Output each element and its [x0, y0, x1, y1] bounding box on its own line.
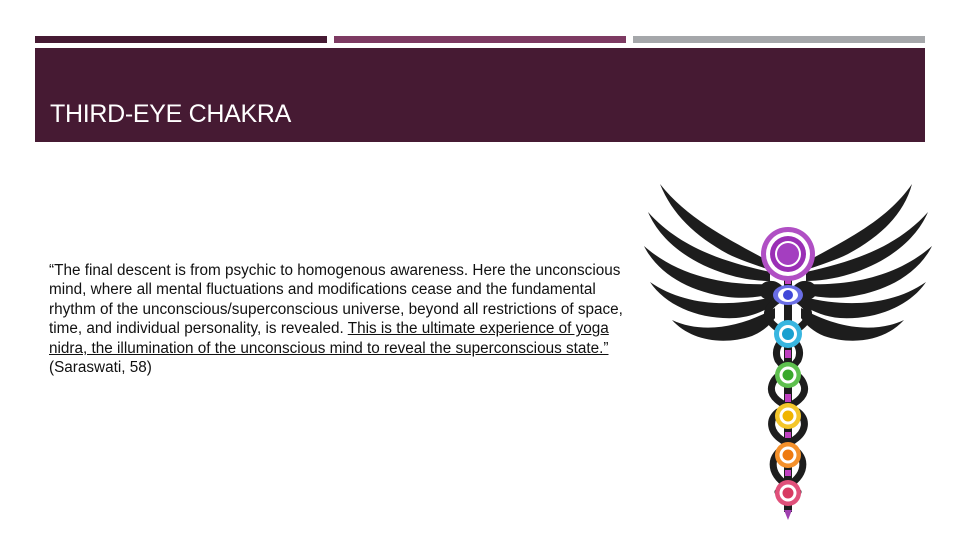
heart-chakra-icon: [775, 362, 801, 388]
accent-bar-dark: [35, 36, 327, 43]
third-eye-chakra-icon: [773, 285, 803, 305]
accent-bar-gray: [633, 36, 925, 43]
slide-title: THIRD-EYE CHAKRA: [50, 100, 292, 128]
chakra-caduceus-icon: [640, 180, 940, 525]
quote-main-text: “The final descent is from psychic to homogenous awareness. Here the unconscious mind, where all mental fluctuations and modifications cease and the fundamental rhythm of the unconscious/superconscious universe, beyond all restrictions of space, time, and individual personality, is revealed.: [49, 262, 623, 338]
quote-citation: (Saraswati, 58): [49, 359, 152, 377]
quote-underlined-text: This is the ultimate experience of yoga nidra, the illumination of the unconscious mind to reveal the superconscious state.”: [49, 320, 609, 357]
crown-chakra-icon: [761, 227, 815, 281]
right-wing-icon: [801, 184, 932, 341]
tail-tip-icon: [784, 510, 792, 520]
quote-text-block: [49, 261, 639, 377]
throat-chakra-icon: [774, 320, 802, 348]
solar-plexus-chakra-icon: [775, 403, 801, 429]
title-banner: [35, 48, 925, 142]
accent-bar-mauve: [334, 36, 626, 43]
root-chakra-icon: [775, 480, 801, 506]
sacral-chakra-icon: [775, 442, 801, 468]
left-wing-icon: [644, 184, 775, 341]
